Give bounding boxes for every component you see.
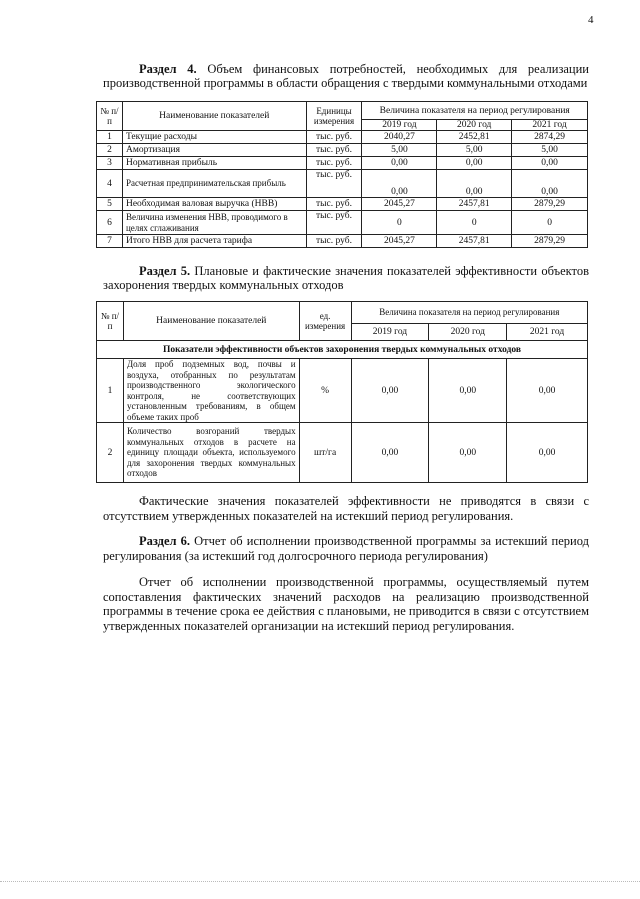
header-year: 2019 год [362,120,437,131]
row-name: Величина изменения НВВ, проводимого в целях сглаживания [122,211,306,235]
row-value: 0,00 [351,359,429,423]
row-name: Амортизация [122,144,306,157]
row-name: Итого НВВ для расчета тарифа [122,235,306,248]
row-value: 5,00 [512,144,588,157]
row-num: 6 [97,211,123,235]
header-year: 2021 год [512,120,588,131]
row-value: 2040,27 [362,131,437,144]
section6-title: Отчет об исполнении производственной программы за истекший период регулирования (за истекший год долгосрочного периода регулирования) [103,534,589,563]
row-name: Расчетная предпринимательская прибыль [122,170,306,198]
row-value: 2457,81 [437,198,512,211]
row-value: 2045,27 [362,235,437,248]
row-value: 2879,29 [512,235,588,248]
row-num: 1 [97,131,123,144]
table-row [97,170,588,198]
table-row [97,359,588,423]
row-name: Доля проб подземных вод, почвы и воздуха, отобранных по результатам производственного экологического контроля, не соответствующих установленным требованиям, в общем объеме таких проб [123,359,299,423]
row-value: 0,00 [507,359,588,423]
row-name: Нормативная прибыль [122,157,306,170]
section6-text: Отчет об исполнении производственной программы, осуществляемый путем сопоставления фактических значений расходов на реализацию производственной программы в течение срока ее действия с плановыми, не приводится в связи с отсутствием утвержденных показателей организации на истекший период регулирования. [103,575,589,633]
header-units: Единицы измерения [306,102,362,131]
table-row [97,144,588,157]
row-value: 0,00 [362,170,437,198]
row-unit: тыс. руб. [306,131,362,144]
row-value: 0,00 [512,170,588,198]
table-row [97,131,588,144]
footer-divider [0,881,640,882]
table-row [97,235,588,248]
header-name: Наименование показателей [123,302,299,341]
header-year: 2020 год [429,324,507,341]
efficiency-table [96,301,588,483]
section6-label: Раздел 6. [139,534,191,548]
row-value: 0 [362,211,437,235]
table-row [97,423,588,483]
section5-title: Плановые и фактические значения показателей эффективности объектов захоронения твердых коммунальных отходов [103,264,589,292]
section4-label: Раздел 4. [139,62,197,76]
row-num: 5 [97,198,123,211]
row-value: 2045,27 [362,198,437,211]
row-unit: тыс. руб. [306,235,362,248]
header-units: ед. измерения [299,302,351,341]
row-name: Количество возгораний твердых коммунальных отходов в расчете на единицу площади объекта, используемого для захоронения твердых коммунальных отходов [123,423,299,483]
row-value: 0,00 [362,157,437,170]
section5-note: Фактические значения показателей эффективности не приводятся в связи с отсутствием утвержденных показателей на истекший период регулирования. [103,494,589,523]
row-value: 2452,81 [437,131,512,144]
row-unit: % [299,359,351,423]
row-value: 0 [437,211,512,235]
row-value: 0,00 [351,423,429,483]
row-value: 0 [512,211,588,235]
section5-label: Раздел 5. [139,264,191,278]
header-year: 2021 год [507,324,588,341]
section6-heading [103,534,589,563]
row-unit: тыс. руб. [306,170,362,198]
row-value: 5,00 [362,144,437,157]
row-value: 0,00 [437,157,512,170]
row-value: 2457,81 [437,235,512,248]
table-row [97,211,588,235]
row-value: 0,00 [429,423,507,483]
row-num: 3 [97,157,123,170]
row-name: Текущие расходы [122,131,306,144]
page-number: 4 [588,14,594,26]
row-name: Необходимая валовая выручка (НВВ) [122,198,306,211]
header-name: Наименование показателей [122,102,306,131]
section4-title: Объем финансовых потребностей, необходимых для реализации производственной программы в области обращения с твердыми коммунальными отходами [103,62,589,90]
row-value: 2879,29 [512,198,588,211]
row-value: 2874,29 [512,131,588,144]
row-value: 0,00 [437,170,512,198]
header-year: 2019 год [351,324,429,341]
financial-needs-table [96,101,588,248]
row-value: 0,00 [507,423,588,483]
section4-heading [103,62,589,90]
group-title: Показатели эффективности объектов захоронения твердых коммунальных отходов [97,341,588,359]
row-unit: тыс. руб. [306,157,362,170]
row-value: 0,00 [512,157,588,170]
row-num: 4 [97,170,123,198]
row-unit: тыс. руб. [306,198,362,211]
section5-heading [103,264,589,292]
row-unit: тыс. руб. [306,211,362,235]
row-unit: шт/га [299,423,351,483]
row-value: 5,00 [437,144,512,157]
header-num: № п/п [97,102,123,131]
row-unit: тыс. руб. [306,144,362,157]
header-period: Величина показателя на период регулирования [362,102,588,120]
row-num: 2 [97,144,123,157]
header-year: 2020 год [437,120,512,131]
row-num: 7 [97,235,123,248]
row-num: 2 [97,423,124,483]
header-num: № п/п [97,302,124,341]
row-num: 1 [97,359,124,423]
table-row [97,157,588,170]
header-period: Величина показателя на период регулирования [351,302,587,324]
table-row [97,198,588,211]
row-value: 0,00 [429,359,507,423]
